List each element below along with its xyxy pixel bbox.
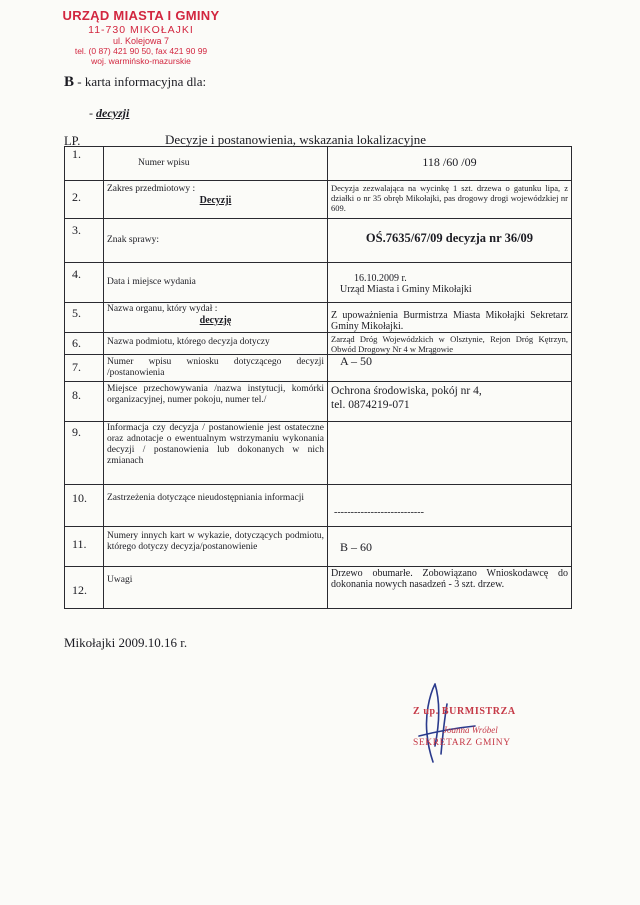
- row-label: Uwagi: [104, 567, 328, 609]
- table-row: [65, 527, 572, 567]
- row-value: Z upoważnienia Burmistrza Miasta Mikołajki Sekretarz Gminy Mikołajki.: [328, 303, 572, 333]
- table-row: [65, 485, 572, 527]
- row-label: [104, 303, 328, 333]
- label-sub: Decyzji: [199, 195, 232, 206]
- row-value: Decyzja zezwalająca na wycinkę 1 szt. drzewa o gatunku lipa, z działki o nr 35 obręb Mikołajki, pas drogowy drogi wojewódzkiej nr 609.: [328, 181, 572, 219]
- table-row: [65, 355, 572, 382]
- row-number: 12.: [65, 567, 104, 609]
- row-value: A – 50: [328, 355, 572, 382]
- signature-line-1: Z up. BURMISTRZA: [413, 706, 516, 717]
- table-row: [65, 333, 572, 355]
- table-row: [65, 303, 572, 333]
- row-number: 11.: [65, 527, 104, 567]
- table-row: [65, 567, 572, 609]
- table-row: [65, 422, 572, 485]
- row-value: Drzewo obumarłe. Zobowiązano Wnioskodawcę do dokonania nowych nasadzeń - 3 szt. drzew.: [328, 567, 572, 609]
- office-stamp: [46, 8, 236, 66]
- stamp-line-2: 11-730 MIKOŁAJKI: [88, 24, 194, 36]
- stamp-line-1: URZĄD MIASTA I GMINY: [62, 8, 220, 23]
- row-value: ---------------------------: [328, 485, 572, 527]
- subtype-value: decyzji: [96, 106, 130, 120]
- label-text: Zakres przedmiotowy :: [107, 184, 196, 194]
- row-number: 7.: [65, 355, 104, 382]
- row-label: Numer wpisu: [104, 147, 328, 181]
- row-label: Numer wpisu wniosku dotyczącego decyzji /postanowienia: [104, 355, 328, 382]
- card-type-heading: [64, 74, 206, 91]
- row-value: [328, 382, 572, 422]
- row-label: Nazwa podmiotu, którego decyzja dotyczy: [104, 333, 328, 355]
- row-label: [104, 181, 328, 219]
- row-label: Znak sprawy:: [104, 219, 328, 263]
- table-title: Decyzje i postanowienia, wskazania lokalizacyjne: [165, 132, 426, 147]
- row-value: 118 /60 /09: [328, 147, 572, 181]
- signature-name: Joanna Wróbel: [443, 725, 498, 735]
- stamp-line-4: tel. (0 87) 421 90 50, fax 421 90 99: [74, 46, 208, 56]
- value-place: Urząd Miasta i Gminy Mikołajki: [340, 284, 472, 295]
- row-value: OŚ.7635/67/09 decyzja nr 36/09: [328, 219, 572, 263]
- place-and-date: Mikołajki 2009.10.16 r.: [64, 635, 188, 650]
- value-line-2: tel. 0874219-071: [331, 399, 410, 411]
- value-line-1: Ochrona środowiska, pokój nr 4,: [331, 385, 482, 397]
- row-number: 6.: [65, 333, 104, 355]
- row-value: B – 60: [328, 527, 572, 567]
- row-number: 8.: [65, 382, 104, 422]
- row-number: 9.: [65, 422, 104, 485]
- table-row: [65, 382, 572, 422]
- row-value: [328, 263, 572, 303]
- handwritten-signature: [395, 676, 565, 766]
- stamp-line-3: ul. Kolejowa 7: [112, 36, 170, 46]
- row-number: 1.: [65, 147, 104, 181]
- label-sub: decyzję: [199, 315, 232, 326]
- stamp-line-5: woj. warmińsko-mazurskie: [91, 56, 191, 66]
- row-number: 2.: [65, 181, 104, 219]
- row-number: 3.: [65, 219, 104, 263]
- row-label: Zastrzeżenia dotyczące nieudostępniania informacji: [104, 485, 328, 527]
- label-text: Nazwa organu, który wydał :: [107, 304, 218, 314]
- row-number: 10.: [65, 485, 104, 527]
- table-row: [65, 147, 572, 181]
- row-label: Data i miejsce wydania: [104, 263, 328, 303]
- row-label: Numery innych kart w wykazie, dotyczących podmiotu, którego dotyczy decyzja/postanowienie: [104, 527, 328, 567]
- row-number: 5.: [65, 303, 104, 333]
- row-label: Informacja czy decyzja / postanowienie jest ostateczne oraz adnotacje o ewentualnym wstrzymaniu wykonania decyzji / postanowienia lub dokonanych w nich zmianach: [104, 422, 328, 485]
- table-row: [65, 263, 572, 303]
- lp-label: LP.: [64, 134, 81, 148]
- card-subtype: [89, 106, 129, 121]
- row-number: 4.: [65, 263, 104, 303]
- table-row: [65, 219, 572, 263]
- row-label: Miejsce przechowywania /nazwa instytucji, komórki organizacyjnej, numer pokoju, numer tel./: [104, 382, 328, 422]
- signature-title: SEKRETARZ GMINY: [413, 738, 511, 748]
- subtype-prefix: -: [89, 106, 96, 120]
- signature-stamp: [395, 676, 565, 766]
- value-date: 16.10.2009 r.: [354, 273, 407, 284]
- row-value: [328, 422, 572, 485]
- info-card-table: [64, 146, 572, 609]
- card-letter: B: [64, 74, 75, 90]
- table-row: [65, 181, 572, 219]
- card-type-text: - karta informacyjna dla:: [74, 74, 207, 89]
- row-value: Zarząd Dróg Wojewódzkich w Olsztynie, Rejon Dróg Kętrzyn, Obwód Drogowy Nr 4 w Mrągowie: [328, 333, 572, 355]
